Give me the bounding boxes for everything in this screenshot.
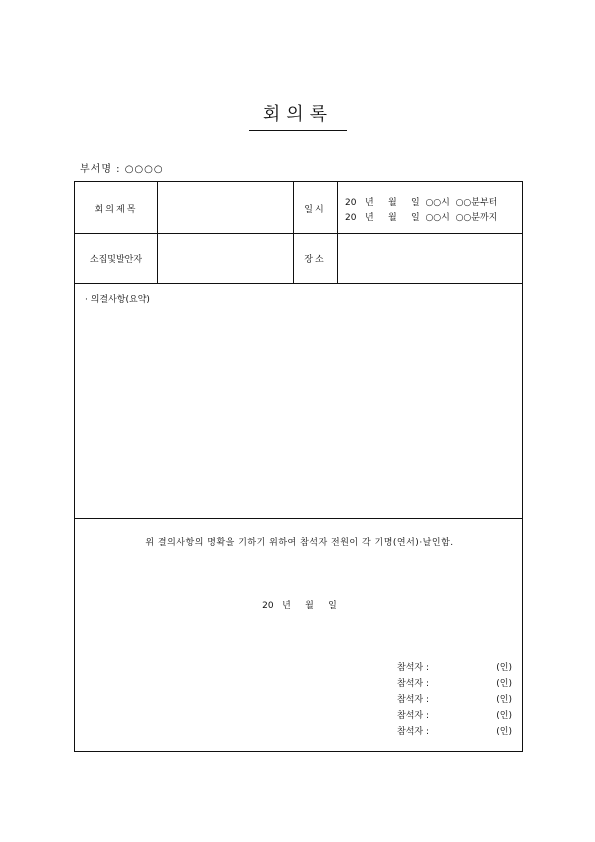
attendee-line[interactable] <box>397 692 512 705</box>
datetime-label: 일시 <box>304 205 326 215</box>
summary-label: · 의결사항(요약) <box>85 295 150 305</box>
meeting-minutes-form <box>74 181 523 752</box>
attendee-label: 참석자 : <box>397 711 429 721</box>
seal-mark: (인) <box>496 727 512 737</box>
datetime-start[interactable]: 20 년 월 일 ○○시 ○○분부터 <box>345 198 498 208</box>
signature-statement: 위 결의사항의 명확을 기하기 위하여 참석자 전원이 각 기명(연서)·날인함. <box>145 538 454 548</box>
seal-mark: (인) <box>496 711 512 721</box>
attendee-label: 참석자 : <box>397 695 429 705</box>
attendee-line[interactable] <box>397 660 512 673</box>
attendee-line[interactable] <box>397 676 512 689</box>
attendee-label: 참석자 : <box>397 663 429 673</box>
meeting-title-label: 회의제목 <box>94 205 138 215</box>
column-divider <box>293 182 294 283</box>
seal-mark: (인) <box>496 663 512 673</box>
convener-field[interactable] <box>158 234 293 283</box>
place-label: 장소 <box>304 255 326 265</box>
place-field[interactable] <box>338 234 522 283</box>
signature-date[interactable]: 20 년 월 일 <box>262 601 337 611</box>
attendee-label: 참석자 : <box>397 727 429 737</box>
department-name: 부서명 : ○○○○ <box>80 164 164 175</box>
seal-mark: (인) <box>496 695 512 705</box>
seal-mark: (인) <box>496 679 512 689</box>
row-divider <box>75 518 522 519</box>
convener-label: 소집및발안자 <box>89 255 143 265</box>
row-divider <box>75 283 522 284</box>
document-title: 회의록 <box>249 102 347 131</box>
attendee-line[interactable] <box>397 708 512 721</box>
meeting-title-field[interactable] <box>158 182 293 233</box>
summary-field[interactable] <box>75 307 522 517</box>
attendee-line[interactable] <box>397 724 512 737</box>
datetime-end[interactable]: 20 년 월 일 ○○시 ○○분까지 <box>345 213 498 223</box>
attendee-label: 참석자 : <box>397 679 429 689</box>
